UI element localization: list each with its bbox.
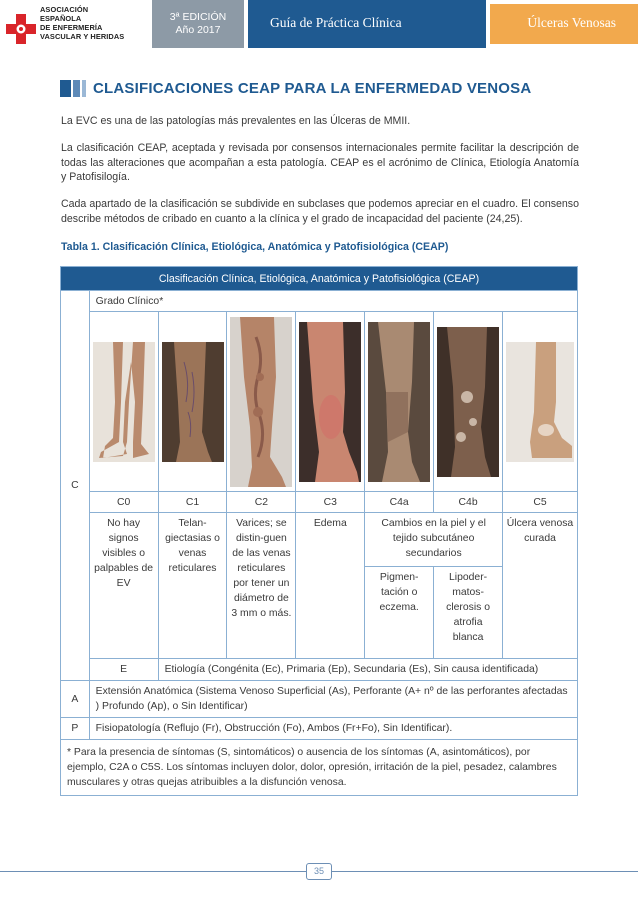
desc-c2: Varices; se distin-guen de las venas reticulares por tener un diámetro de 3 mm o más. [227,513,296,659]
paragraph-3: Cada apartado de la clasificación se subdivide en subclases que podemos apreciar en el cuadro. El consenso describe métodos de cribado en cuanto a la clínica y el grado de incapacidad del paciente (24,25). [61,198,579,225]
desc-c4: Cambios en la piel y el tejido subcutáneo secundarios [365,513,503,567]
table-caption: Tabla 1. Clasificación Clínica, Etiológica, Anatómica y Patofisiológica (CEAP) [61,241,449,253]
edition-badge: 3ª EDICIÓN Año 2017 [152,0,244,48]
row-etiologia: Etiología (Congénita (Ec), Primaria (Ep), Secundaria (Es), Sin causa identificada) [158,659,577,681]
category-p: P [61,718,90,740]
desc-c0: No hay signos visibles o palpables de EV [89,513,158,659]
leg-photo-c5 [506,342,574,462]
code-c1: C1 [158,492,227,513]
logo-text: ASOCIACIÓN ESPAÑOLA DE ENFERMERÍA VASCULAR Y HERIDAS [40,5,125,41]
code-c4a: C4a [365,492,434,513]
red-cross-icon [6,14,36,44]
code-c5: C5 [503,492,578,513]
code-c2: C2 [227,492,296,513]
photo-c4a [365,312,434,492]
desc-c5: Úlcera venosa curada [503,513,578,659]
section-title: CLASIFICACIONES CEAP PARA LA ENFERMEDAD VENOSA [93,80,532,97]
paragraph-2: La clasificación CEAP, aceptada y revisada por consensos internacionales permite facilitar la descripción de todas las alteraciones que acompañan a esta patología. CEAP es el acrónimo de Clínica, Etiología Anatomía y Patofisilogía. [61,142,579,183]
association-logo [0,0,150,48]
paragraph-1: La EVC es una de las patologías más prevalentes en las Úlceras de MMII. [61,115,411,127]
leg-photo-c4b [437,327,499,477]
grade-label: Grado Clínico* [89,291,577,312]
page-number: 35 [306,863,332,880]
code-c3: C3 [296,492,365,513]
topic-label: Úlceras Venosas [490,4,638,44]
photo-c1 [158,312,227,492]
leg-photo-c0 [93,342,155,462]
desc-c1: Telan-giectasias o venas reticulares [158,513,227,659]
table-footnote: * Para la presencia de síntomas (S, sintomáticos) o ausencia de los síntomas (A, asintomáticos), por ejemplo, C2A o C5S. Los síntomas incluyen dolor, dolor, opresión, irritación de la piel, pesadez, calambres musculares y otras quejas atribuibles a la disfunción venosa. [61,740,578,796]
leg-photo-c4a [368,322,430,482]
guide-title: Guía de Práctica Clínica [248,0,486,48]
leg-photo-c2 [230,317,292,487]
topic-tab [490,0,638,48]
code-c4b: C4b [434,492,503,513]
row-fisiopatologia: Fisiopatología (Reflujo (Fr), Obstrucción (Fo), Ambos (Fr+Fo), Sin Identificar). [89,718,577,740]
table-header: Clasificación Clínica, Etiológica, Anatómica y Patofisiológica (CEAP) [61,267,578,291]
desc-c4b: Lipoder-matos-clerosis o atrofia blanca [434,567,503,659]
leg-photo-c3 [299,322,361,482]
photo-c0 [89,312,158,492]
photo-c3 [296,312,365,492]
category-c: C [61,291,90,681]
category-e: E [89,659,158,681]
page-header [0,0,638,50]
photo-c4b [434,312,503,492]
desc-c4a: Pigmen-tación o eczema. [365,567,434,659]
ceap-table [60,266,578,796]
code-c0: C0 [89,492,158,513]
photo-c5 [503,312,578,492]
desc-c3: Edema [296,513,365,659]
row-anatomica: Extensión Anatómica (Sistema Venoso Superficial (As), Perforante (A+ nº de las perforantes afectadas ) Profundo (Ap), o Sin Identificar) [89,681,577,718]
photo-c2 [227,312,296,492]
leg-photo-c1 [162,342,224,462]
category-a: A [61,681,90,718]
